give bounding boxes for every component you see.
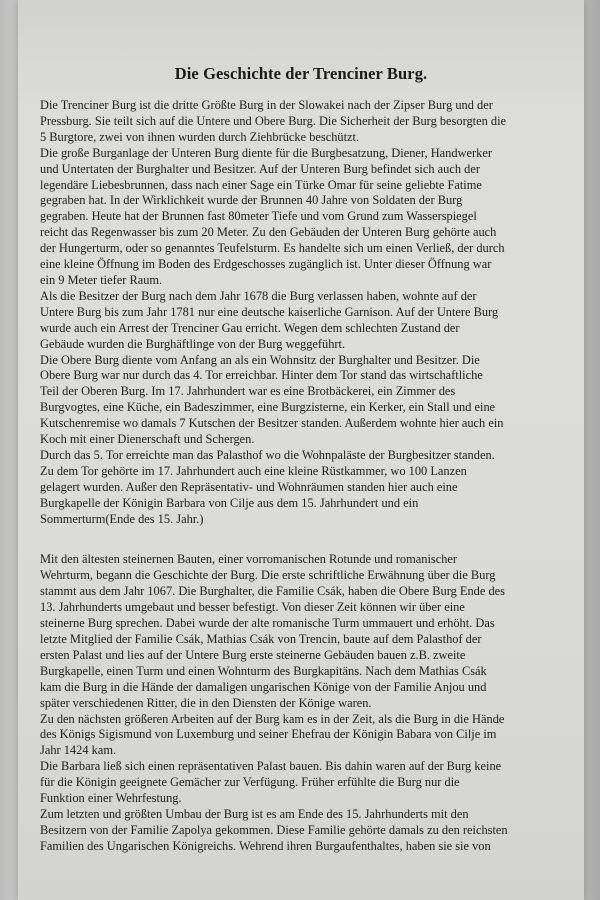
text-line: Jahr 1424 kam. <box>40 743 117 758</box>
text-line: Die Barbara ließ sich einen repräsentativen Palast bauen. Bis dahin waren auf der Burg keine <box>40 759 502 774</box>
text-line: Familien des Ungarischen Königreichs. Wehrend ihren Burgaufenthaltes, haben sie sie von <box>40 838 491 853</box>
text-line: später verschiedenen Ritter, die in den Diensten der Könige waren. <box>40 695 372 710</box>
text-line: Zu dem Tor gehörte im 17. Jahrhundert auch eine kleine Rüstkammer, wo 100 Lanzen <box>40 463 467 478</box>
text-line: Mit den ältesten steinernen Bauten, einer vorromanischen Rotunde und romanischer <box>40 552 458 567</box>
text-line: 13. Jahrhunderts umgebaut und besser befestigt. Von dieser Zeit können wir über eine <box>40 600 465 615</box>
text-line: kam die Burg in die Hände der damaligen ungarischen Könige von der Familie Anjou und <box>40 679 487 694</box>
text-line: gelagert wurden. Außer den Repräsentativ- und Wohnräumen standen hier auch eine <box>40 479 458 494</box>
text-line: Zum letzten und größten Umbau der Burg ist es am Ende des 15. Jahrhunderts mit den <box>40 806 469 821</box>
text-line: Die Trenciner Burg ist die dritte Größte Burg in der Slowakei nach der Zipser Burg und der <box>40 98 493 112</box>
text-line: Die große Burganlage der Unteren Burg diente für die Burgbesatzung, Diener, Handwerker <box>40 145 492 160</box>
text-line: der Hungerturm, oder so genanntes Teufelsturm. Es handelte sich um einen Verließ, der durch <box>40 241 505 256</box>
text-line: Teil der Oberen Burg. Im 17. Jahrhundert war es eine Brotbäckerei, ein Zimmer des <box>40 384 456 399</box>
text-line: Sommerturm(Ende des 15. Jahr.) <box>40 511 204 526</box>
text-line: Die Obere Burg diente vom Anfang an als ein Wohnsitz der Burghalter und Besitzer. Die <box>40 352 480 367</box>
section-paragraphs-1 <box>40 98 568 527</box>
text-line: Funktion einer Wehrfestung. <box>40 791 182 806</box>
text-line: Als die Besitzer der Burg nach dem Jahr 1678 die Burg verlassen haben, wohnte auf der <box>40 288 477 303</box>
text-line: Untere Burg bis zum Jahr 1781 nur eine deutsche kaiserliche Garnison. Auf der Untere Burg <box>40 304 499 319</box>
text-line: stammt aus dem Jahr 1067. Die Burghalter, die Familie Csák, haben die Obere Burg Ende des <box>40 584 505 599</box>
text-line: Koch mit einer Dienerschaft und Schergen. <box>40 432 255 447</box>
text-line: 5 Burgtore, zwei von ihnen wurden durch Ziehbrücke beschützt. <box>40 129 360 144</box>
page-title: Die Geschichte der Trenciner Burg. <box>174 64 428 83</box>
text-line: Besitzern von der Familie Zapolya gekommen. Diese Familie gehörte damals zu den reichsten <box>40 822 508 837</box>
text-line: Zu den nächsten größeren Arbeiten auf der Burg kam es in der Zeit, als die Burg in die Hände <box>40 711 505 726</box>
text-line: legendäre Liebesbrunnen, dass nach einer Sage ein Türke Omar für seine geliebte Fatime <box>40 177 482 192</box>
text-line: für die Königin geeignete Gemächer zur Verfügung. Früher erfühlte die Burg nur die <box>40 775 460 790</box>
text-line: Burgvogtes, eine Küche, ein Badeszimmer, eine Burgzisterne, ein Kerker, ein Stall und eine <box>40 400 496 415</box>
text-line: ersten Palast und lies auf der Untere Burg erste steinerne Gebäuden bauen z.B. zweite <box>40 647 466 662</box>
document-page <box>18 0 584 900</box>
text-line: und Untertaten der Burghalter und Besitzer. Auf der Unteren Burg befindet sich auch der <box>40 161 480 176</box>
section-paragraphs-2 <box>40 552 568 854</box>
text-line: reicht das Regenwasser bis zum 20 Meter. Zu den Gebäuden der Unteren Burg gehörte auch <box>40 225 497 240</box>
text-line: Obere Burg war nur durch das 4. Tor erreichbar. Hinter dem Tor stand das wirtschaftliche <box>40 368 483 383</box>
text-line: Burgkapelle der Königin Barbara von Cilje aus dem 15. Jahrhundert und ein <box>40 495 419 510</box>
text-line: wurde auch ein Arrest der Trenciner Gau erricht. Wegen dem schlechten Zustand der <box>40 320 460 335</box>
text-line: eine kleine Öffnung im Boden des Erdgeschosses zugänglich ist. Unter dieser Öffnung war <box>40 257 492 272</box>
text-line: Kutschenremise wo damals 7 Kutschen der Besitzer standen. Außerdem wohnte hier auch ein <box>40 416 504 431</box>
text-line: Gebäude wurden die Burghäftlinge von der Burg weggeführt. <box>40 336 346 351</box>
text-line: Wehrturm, begann die Geschichte der Burg. Die erste schriftliche Erwähnung über die Burg <box>40 568 496 583</box>
section-gap <box>40 527 568 552</box>
text-line: letzte Mitglied der Familie Csák, Mathias Csák von Trencin, baute auf dem Palasthof der <box>40 632 482 646</box>
text-line: Pressburg. Sie teilt sich auf die Untere und Obere Burg. Die Sicherheit der Burg besorgten die <box>40 113 507 128</box>
text-line: steinerne Burg sprechen. Dabei wurde der alte romanische Turm ummauert und erhöht. Das <box>40 616 495 631</box>
text-line: Durch das 5. Tor erreichte man das Palasthof wo die Wohnpaläste der Burgbesitzer standen. <box>40 447 495 462</box>
text-line: gegraben. Heute hat der Brunnen fast 80meter Tiefe und vom Grund zum Wasserspiegel <box>40 209 477 224</box>
text-line: gegraben hat. In der Wirklichkeit wurde der Brunnen 40 Jahre von Soldaten der Burg <box>40 193 463 208</box>
text-line: Burgkapelle, einen Turm und einen Wohnturm des Burgkapitäns. Nach dem Mathias Csák <box>40 663 487 678</box>
text-line: des Königs Sigismund von Luxemburg und seiner Ehefrau der Königin Babara von Cilje im <box>40 727 497 742</box>
document-body <box>40 98 568 855</box>
text-line: ein 9 Meter tiefer Raum. <box>40 272 163 287</box>
